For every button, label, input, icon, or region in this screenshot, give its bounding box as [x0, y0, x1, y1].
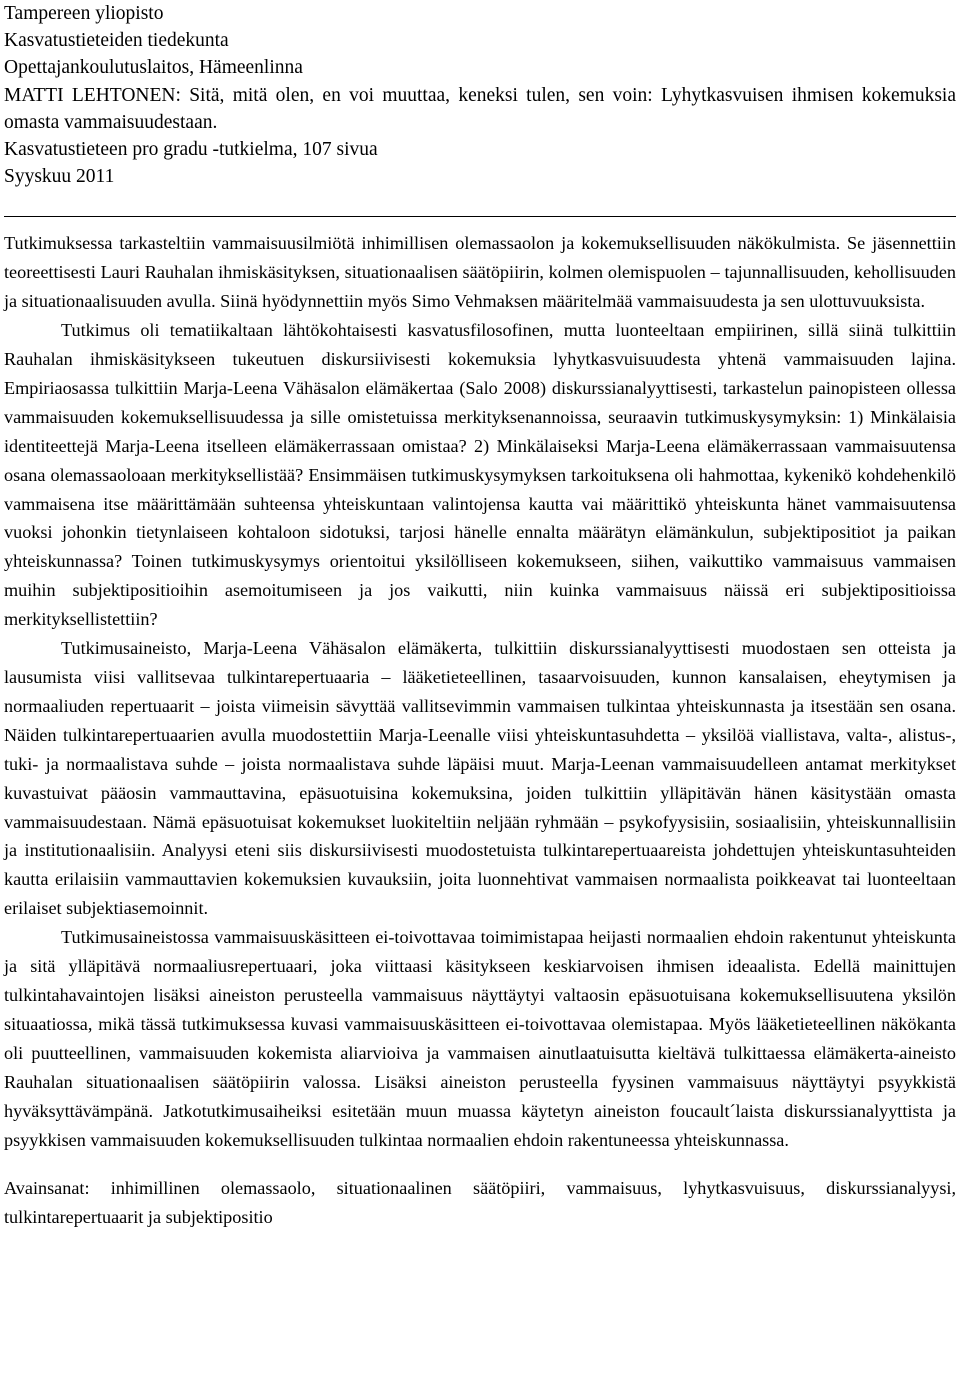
thesis-date: Syyskuu 2011 — [4, 166, 115, 188]
abstract-paragraph: Tutkimuksessa tarkasteltiin vammaisuusilmiötä inhimillisen olemassaolon ja kokemuksellisuuden näkökulmista. Se jäsennettiin teoreettisesti Lauri Rauhalan ihmiskäsityksen, situationaalisen säätöpiirin, kolmen olemispuolen – tajunnallisuuden, kehollisuuden ja situationaalisuuden avulla. Siinä hyödynnettiin myös Simo Vehmaksen määritelmää vammaisuudesta ja sen ulottuvuuksista. — [4, 233, 956, 312]
abstract-body — [4, 229, 956, 1154]
horizontal-divider — [4, 216, 956, 217]
keywords-section — [4, 1174, 956, 1232]
thesis-header — [4, 0, 956, 190]
abstract-paragraph: Tutkimus oli tematiikaltaan lähtökohtaisesti kasvatusfilosofinen, mutta luonteeltaan empiirinen, sillä siinä tulkittiin Rauhalan ihmiskäsitykseen tukeutuen diskursiivisesti kokemuksia lyhytkasvuisuudesta yhtenä vammaisuuden lajina. Empiriaosassa tulkittiin Marja-Leena Vähäsalon elämäkertaa (Salo 2008) diskurssianalyyttisesti, tarkastelun painopisteen ollessa vammaisuuden kokemuksellisuudessa ja sille omistetuissa merkityksenannoissa, seuraavin tutkimuskysymyksin: 1) Minkälaisia identiteettejä Marja-Leena itselleen elämäkerrassaan omistaa? 2) Minkälaiseksi Marja-Leena elämäkerrassaan vammaisuutensa osana olemassaoloaan merkityksellistää? Ensimmäisen tutkimuskysymyksen tarkoituksena oli hahmottaa, kykenikö kohdehenkilö vammaisena itse määrittämään suhteensa yhteiskuntaan valintojensa kautta vai määrittikö yhteiskunta hänet vammaisuutensa vuoksi johonkin tietynlaiseen kohtaloon sidotuksi, tarjosi hänelle ennalta määrätyn elämänkulun, subjektipositiot ja paikan yhteiskunnassa? Toinen tutkimuskysymys orientoitui yksilölliseen kokemukseen, siihen, vaikuttiko vammaisuus vammaisen muihin subjektipositioihin asemoitumiseen ja jos vaikutti, niin kuinka vammaisuus näissä eri subjektipositioissa merkityksellistettiin? — [4, 320, 956, 630]
department-name: Opettajankoulutuslaitos, Hämeenlinna — [4, 57, 303, 79]
thesis-type: Kasvatustieteen pro gradu -tutkielma, 107 sivua — [4, 139, 378, 161]
abstract-paragraph: Tutkimusaineisto, Marja-Leena Vähäsalon elämäkerta, tulkittiin diskurssianalyyttisesti muodostaen sen otteista ja lausumista viisi vallitsevaa tulkintarepertuaaria – lääketieteellinen, tasaarvoisuuden, kunnon kansalaisen, eheytymisen ja normaaliuden repertuaarit – joista viimeisin sävyttää vallitsevimmin vammaisen tulkintaa yhteiskunnasta ja itsestään sen osana. Näiden tulkintarepertuaarien avulla muodostettiin Marja-Leenalle viisi yhteiskuntasuhdetta – yksilöä viallistava, valta-, alistus-, tuki- ja normaalistava suhde – joista normaalistava suhde läpäisi muut. Marja-Leenan vammaisuudelleen antamat merkitykset kuvastuivat pääosin vammauttavina, epäsuotuisina kokemuksina, joiden tulkittiin ylläpitävän hänen käsitystään omasta vammaisuudestaan. Nämä epäsuotuisat kokemukset luokiteltiin neljään ryhmään – psykofyysisiin, sosiaalisiin, yhteiskunnallisiin ja institutionaalisiin. Analyysi eteni siis diskursiivisesti muodostetuista tulkintarepertuaareista johdettujen yhteiskuntasuhteiden kautta erilaisiin vammauttavien kokemuksien kuvauksiin, joita luonnehtivat vammaisen normaalista poikkeavat tai luonteeltaan erilaiset subjektiasemoinnit. — [4, 638, 956, 919]
keywords-text: Avainsanat: inhimillinen olemassaolo, situationaalinen säätöpiiri, vammaisuus, lyhytkasvuisuus, diskurssianalyysi, tulkintarepertuaarit ja subjektipositio — [4, 1178, 956, 1228]
faculty-name: Kasvatustieteiden tiedekunta — [4, 30, 229, 52]
author-and-title: MATTI LEHTONEN: Sitä, mitä olen, en voi muuttaa, keneksi tulen, sen voin: Lyhytkasvuisen ihmisen kokemuksia omasta vammaisuudestaan. — [4, 84, 956, 133]
abstract-paragraph: Tutkimusaineistossa vammaisuuskäsitteen ei-toivottavaa toimimistapaa heijasti normaalien ehdoin rakentunut yhteiskunta ja sitä ylläpitävä normaaliusrepertuaari, joka viittaasi käsitykseen keskiarvoisen ihmisen ideaalista. Edellä mainittujen tulkintahavaintojen lisäksi aineiston perusteella vammaisuus näyttäytyi valtaosin epäsuotuisana kokemuksellisuutena yksilön situaatiossa, mikä tässä tutkimuksessa kuvasi vammaisuuskäsitteen ei-toivottavaa olemistapaa. Myös lääketieteellinen näkökanta oli puutteellinen, vammaisuuden kokemista aliarvioiva ja vammaisen ainutlaatuisutta kieltävä tulkittaessa elämäkerta-aineisto Rauhalan situationaalisen säätöpiirin valossa. Lisäksi aineiston perusteella fyysinen vammaisuus näyttäytyi psyykkistä hyväksyttävämpänä. Jatkotutkimusaiheiksi esitetään muun muassa käytetyn aineiston foucault´laista diskurssianalyyttista ja psyykkisen vammaisuuden kokemuksellisuuden tulkintaa normaalien ehdoin rakentuneessa yhteiskunnassa. — [4, 927, 956, 1150]
document-page — [4, 0, 956, 1232]
university-name: Tampereen yliopisto — [4, 3, 164, 24]
